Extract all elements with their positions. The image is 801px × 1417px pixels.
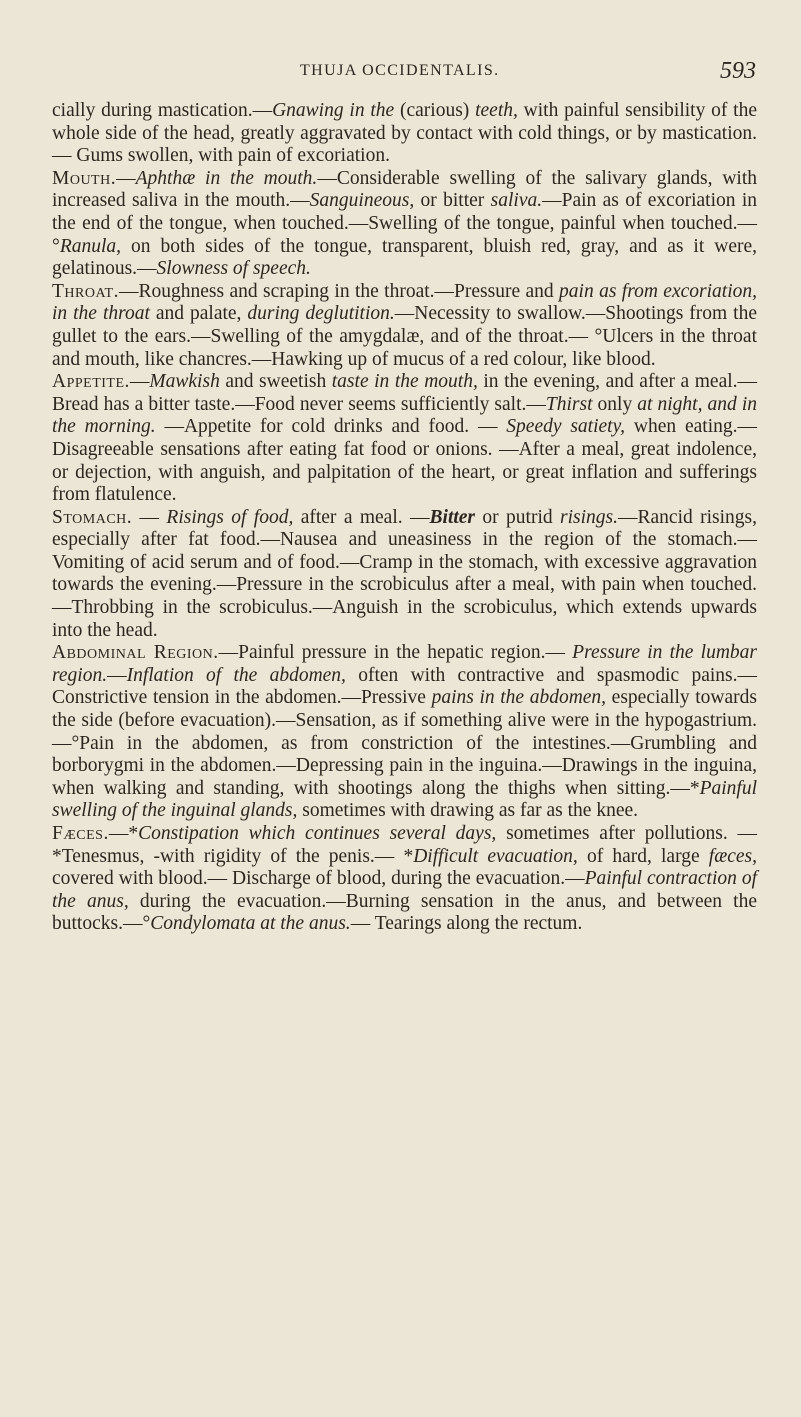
- paragraph-continuation: [52, 100, 757, 168]
- text-run: —: [116, 167, 136, 189]
- text-run: Condylomata at the anus.: [150, 913, 351, 935]
- section-heading: Abdominal Region.: [52, 642, 219, 664]
- text-run: sometimes after pollutions. — *Tenesmus, -with rigidity of the penis.— *: [52, 823, 757, 867]
- text-run: Slowness of speech.: [156, 258, 311, 280]
- text-run: —Painful pressure in the hepatic region.—: [218, 642, 573, 664]
- text-run: Aphthæ in the mouth.: [135, 167, 318, 189]
- paragraph-throat: [52, 281, 757, 371]
- section-heading: Stomach.: [52, 506, 133, 528]
- text-run: Ranula,: [59, 235, 122, 257]
- text-run: Risings of food,: [166, 506, 294, 528]
- text-run: Painful contraction of the anus,: [52, 868, 758, 912]
- text-run: taste in the mouth,: [331, 371, 478, 393]
- text-run: —Roughness and scraping in the throat.—Pressure and: [118, 280, 560, 302]
- running-head: [0, 58, 801, 88]
- text-run: with painful sensibility of the whole side of the head, greatly aggravated by contact with cold things, or by mastication. — Gums swollen, with pain of excoriation.: [52, 100, 757, 167]
- text-run: often with contractive and spasmodic pains.—Constrictive tension in the abdomen.—Pressive: [52, 664, 757, 709]
- text-run: —*: [108, 823, 139, 844]
- text-run: fæces,: [708, 845, 757, 867]
- text-run: pain as from excoriation, in the throat: [52, 280, 757, 325]
- text-run: (carious): [394, 100, 476, 121]
- page-number: 593: [720, 58, 756, 84]
- text-run: during deglutition.: [247, 303, 395, 325]
- text-run: at night, and in the morning.: [52, 393, 757, 438]
- text-run: on both sides of the tongue, transparent, bluish red, gray, and as it were, gelatinous.—: [52, 235, 757, 280]
- text-run: —: [132, 506, 167, 528]
- text-run: —Appetite for cold drinks and food. —: [155, 416, 507, 438]
- text-run: Pressure in the lumbar region.: [52, 642, 757, 686]
- paragraph-stomach: [52, 507, 757, 643]
- text-run: Painful swelling of the inguinal glands,: [52, 777, 757, 822]
- running-title: THUJA OCCIDENTALIS.: [300, 62, 500, 79]
- paragraph-fæces: [52, 823, 757, 936]
- text-run: only: [592, 393, 638, 415]
- text-run: in the evening, and after a meal.—Bread has a bitter taste.—Food never seems sufficiently salt.—: [52, 371, 758, 415]
- paragraph-appetite: [52, 371, 757, 507]
- paragraph-abdominal-region: [52, 642, 757, 823]
- text-run: covered with blood.— Discharge of blood, during the evacuation.—: [52, 868, 585, 890]
- text-run: Bitter: [429, 506, 476, 528]
- text-run: —Rancid risings, especially after fat food.—Nausea and uneasiness in the region of the stomach.—Vomiting of acid serum and of food.—Cramp in the stomach, with excessive aggravation towards the evening.—Pressure in the scrobiculus after a meal, with pain when touched.—Throbbing in the scrobiculus.—Anguish in the scrobiculus, which extends upwards into the head.: [52, 506, 758, 641]
- text-run: saliva.: [490, 190, 543, 212]
- text-run: Constipation which continues several days,: [138, 823, 497, 844]
- section-heading: Fæces.: [52, 823, 109, 844]
- section-heading: Mouth.: [52, 167, 117, 189]
- text-run: Gnawing in the: [272, 100, 395, 121]
- body-text: [52, 100, 757, 936]
- text-run: —: [107, 664, 127, 686]
- text-run: or bitter: [414, 190, 491, 212]
- text-run: Inflation of the abdomen,: [126, 664, 346, 686]
- text-run: and palate,: [149, 303, 248, 325]
- text-run: Thirst: [545, 393, 593, 415]
- text-run: Sanguineous,: [309, 190, 415, 212]
- text-run: — Tearings along the rectum.: [350, 913, 583, 935]
- text-run: or putrid: [475, 506, 561, 528]
- text-run: during the evacuation.—Burning sensation in the anus, and between the buttocks.—°: [52, 890, 758, 935]
- text-run: Mawkish: [149, 371, 220, 393]
- text-run: —Necessity to swallow.—Shootings from the gullet to the ears.—Swelling of the amygdalæ, and of the throat.— °Ulcers in the throat and mouth, like chancres.—Hawking up of mucus of a red colour, like blood.: [52, 303, 758, 370]
- section-heading: Appetite.: [52, 371, 130, 393]
- text-run: especially towards the side (before evacuation).—Sensation, as if something alive were in the hypogastrium.—°Pain in the abdomen, as from constriction of the intestines.—Grumbling and borborygmi in the abdomen.—Depressing pain in the inguina.—Drawings in the inguina, when walking and standing, with shootings along the thighs when sitting.—*: [52, 687, 757, 799]
- text-run: and sweetish: [219, 371, 332, 393]
- text-run: Difficult evacuation,: [413, 845, 578, 867]
- text-run: after a meal. —: [293, 506, 430, 528]
- text-run: —Pain as of excoriation in the end of the tongue, when touched.—Swelling of the tongue, painful when touched.—°: [52, 190, 757, 257]
- text-run: of hard, large: [577, 845, 709, 867]
- text-run: sometimes with drawing as far as the knee.: [297, 800, 639, 822]
- text-run: cially during mastication.—: [52, 100, 273, 121]
- text-run: —: [129, 371, 150, 393]
- paragraph-mouth: [52, 168, 757, 281]
- text-run: Speedy satiety,: [506, 416, 626, 438]
- text-run: risings.: [560, 506, 618, 528]
- text-run: pains in the abdomen,: [431, 687, 607, 709]
- text-run: —Considerable swelling of the salivary glands, with increased saliva in the mouth.—: [52, 167, 758, 212]
- text-run: when eating.—Disagreeable sensations after eating fat food or onions. —After a meal, great indolence, or dejection, with anguish, and palpitation of the heart, or great inflation and sufferings from flatulence.: [52, 416, 757, 506]
- section-heading: Throat.: [52, 280, 119, 302]
- text-run: teeth,: [475, 100, 518, 121]
